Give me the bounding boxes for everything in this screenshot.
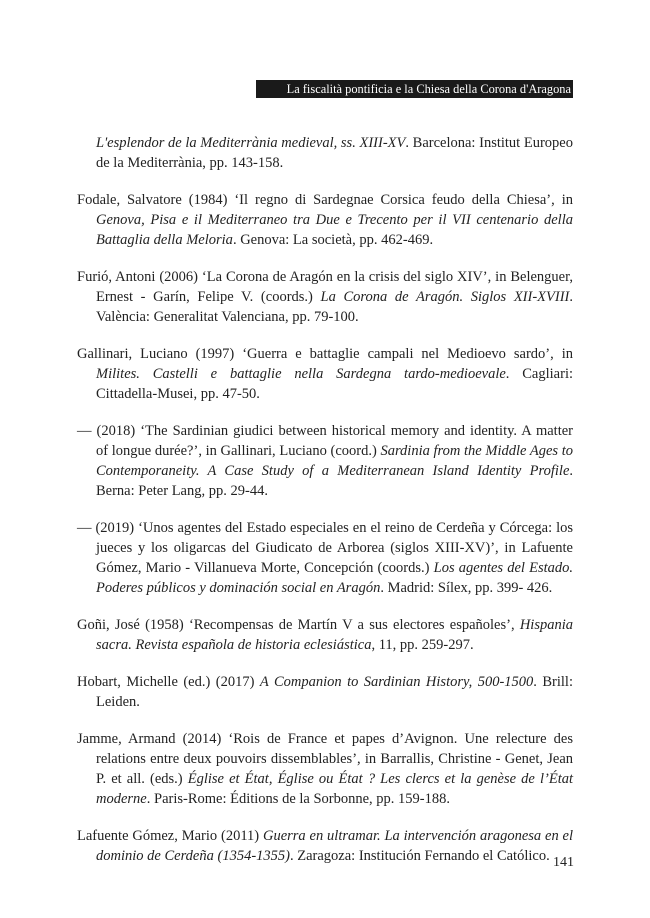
reference-text: . Berna: Peter Lang, pp. 29-44. xyxy=(96,463,573,499)
reference-title: Guerra en ultramar. La intervención aragonesa en el dominio de Cerdeña (1354-1355) xyxy=(96,828,574,864)
reference-text: . Brill: Leiden. xyxy=(96,674,573,710)
reference-text: , 11, pp. 259-297. xyxy=(371,637,474,653)
reference-text: Fodale, Salvatore (1984) ‘Il regno di Sardegnae Corsica feudo della Chiesa’, in xyxy=(77,192,573,208)
reference-entry xyxy=(77,518,573,598)
reference-text: Gallinari, Luciano (1997) ‘Guerra e battaglie campali nel Medioevo sardo’, in xyxy=(77,346,573,362)
reference-entry xyxy=(77,729,573,809)
reference-entry xyxy=(77,344,573,404)
bibliography-list xyxy=(77,133,573,883)
running-header xyxy=(256,80,573,98)
reference-title: L'esplendor de la Mediterrània medieval, ss. XIII-XV xyxy=(96,135,406,151)
reference-title: Église et État, Église ou État ? Les clercs et la genèse de l’État moderne xyxy=(96,771,573,807)
page-number: 141 xyxy=(553,855,574,870)
reference-text: . Genova: La società, pp. 462-469. xyxy=(232,232,434,248)
reference-title: Sardinia from the Middle Ages to Contemporaneity. A Case Study of a Mediterranean Island Identity Profile xyxy=(96,443,573,479)
reference-entry xyxy=(77,615,573,655)
reference-entry xyxy=(77,267,573,327)
reference-text: Furió, Antoni (2006) ‘La Corona de Aragón en la crisis del siglo XIV’, in Belenguer, Ernest - Garín, Felipe V. (coords.) xyxy=(77,269,573,305)
reference-entry xyxy=(77,672,573,712)
reference-entry xyxy=(77,826,573,866)
reference-text: Goñi, José (1958) ‘Recompensas de Martín V a sus electores españoles’, xyxy=(77,617,520,633)
running-header-title: La fiscalità pontificia e la Chiesa della Corona d'Aragona xyxy=(286,82,571,96)
reference-text: . Barcelona: Institut Europeo de la Mediterrània, pp. 143-158. xyxy=(96,135,573,171)
reference-text: Lafuente Gómez, Mario (2011) xyxy=(77,828,263,844)
reference-title: Los agentes del Estado. Poderes públicos y dominación social en Aragón xyxy=(96,560,573,596)
reference-text: — (2018) ‘The Sardinian giudici between historical memory and identity. A matter of longue durée?’, in Gallinari, Luciano (coord.) xyxy=(77,423,573,459)
reference-text: . Paris-Rome: Éditions de la Sorbonne, pp. 159-188. xyxy=(146,791,451,807)
reference-text: — (2019) ‘Unos agentes del Estado especiales en el reino de Cerdeña y Córcega: los jueces y los oligarcas del Giudicato de Arborea (siglos XIII-XV)’, in Lafuente Gómez, Mario - Villanueva Morte, Concepción (coords.) xyxy=(77,520,573,576)
reference-title: Milites. Castelli e battaglie nella Sardegna tardo-medioevale xyxy=(96,366,506,382)
reference-entry xyxy=(77,133,573,173)
reference-title: Genova, Pisa e il Mediterraneo tra Due e Trecento per il VII centenario della Battaglia della Meloria xyxy=(96,212,573,248)
reference-text: . Zaragoza: Institución Fernando el Católico. xyxy=(289,848,550,864)
reference-text: Hobart, Michelle (ed.) (2017) xyxy=(77,674,260,690)
reference-title: La Corona de Aragón. Siglos XII-XVIII xyxy=(320,289,570,305)
reference-text: . Cagliari: Cittadella-Musei, pp. 47-50. xyxy=(96,366,573,402)
reference-text: . València: Generalitat Valenciana, pp. 79-100. xyxy=(96,289,573,325)
reference-title: Hispania sacra. Revista española de historia eclesiástica xyxy=(96,617,573,653)
reference-title: A Companion to Sardinian History, 500-1500 xyxy=(259,674,534,690)
reference-text: Jamme, Armand (2014) ‘Rois de France et papes d’Avignon. Une relecture des relations entre deux pouvoirs dissemblables’, in Barrallis, Christine - Genet, Jean P. et all. (eds.) xyxy=(77,731,573,787)
reference-entry xyxy=(77,190,573,250)
reference-entry xyxy=(77,421,573,501)
reference-text: . Madrid: Sílex, pp. 399- 426. xyxy=(380,580,553,596)
